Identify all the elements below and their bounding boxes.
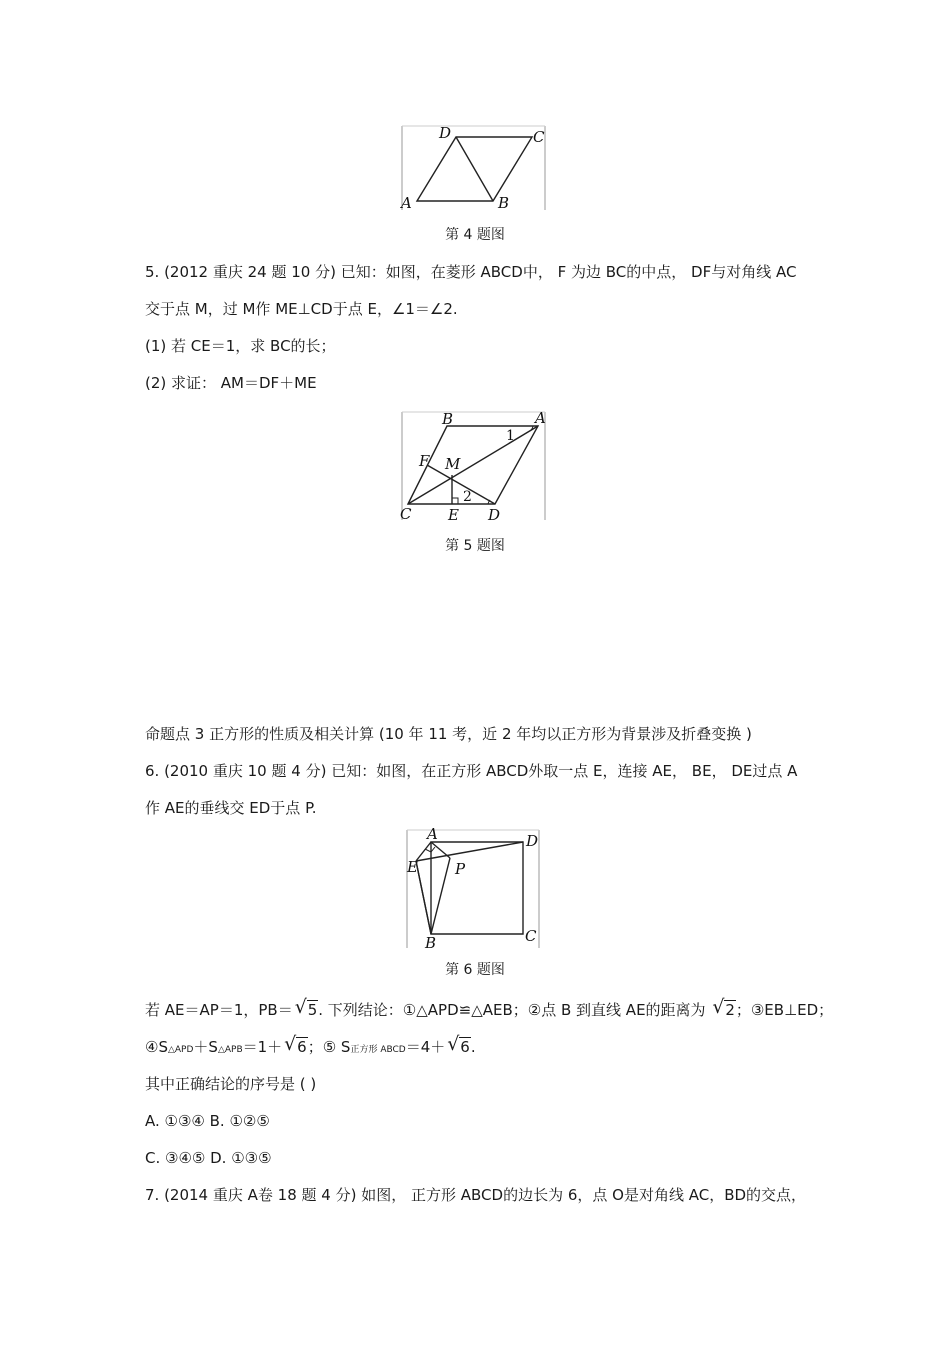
fig6-label-c: C: [525, 927, 537, 945]
sqrt-2: √ 2: [712, 996, 735, 1019]
q6-conditions-line1: [145, 996, 834, 1020]
q5-line3: (1) 若 CE＝1，求 BC的长；: [145, 337, 336, 355]
q6-line1: 6. (2010 重庆 10 题 4 分) 已知：如图，在正方形 ABCD外取一点 E，连接 AE， BE， DE过点 A: [145, 762, 798, 780]
fig5-label-m: M: [445, 455, 461, 473]
fig4-caption: 第 4 题图: [445, 227, 505, 243]
q6-options-ab: A. ①③④ B. ①②⑤: [145, 1112, 270, 1130]
fig6-label-a: A: [427, 828, 438, 843]
fig6-label-e: E: [407, 858, 418, 876]
fig6-caption: 第 6 题图: [445, 962, 505, 978]
fig6-label-b: B: [425, 934, 437, 952]
fig4-label-a: A: [401, 194, 412, 212]
figure-5: [400, 410, 550, 522]
q6-question: 其中正确结论的序号是 ( ): [145, 1075, 317, 1093]
sqrt-6-b: √ 6: [447, 1033, 470, 1056]
fig5-label-d: D: [488, 506, 501, 522]
fig5-label-c: C: [400, 505, 412, 522]
fig6-label-d: D: [526, 832, 539, 850]
figure-4: [400, 124, 550, 214]
q5-line2: 交于点 M，过 M作 ME⊥CD于点 E，∠1＝∠2.: [145, 300, 458, 318]
q6-line2: 作 AE的垂线交 ED于点 P.: [145, 799, 317, 817]
q7-line1: 7. (2014 重庆 A卷 18 题 4 分) 如图， 正方形 ABCD的边长为 6，点 O是对角线 AC，BD的交点，: [145, 1186, 807, 1204]
fig5-angle-1: 1: [506, 428, 515, 444]
q5-line1: 5. (2012 重庆 24 题 10 分) 已知：如图，在菱形 ABCD中， F 为边 BC的中点， DF与对角线 AC: [145, 263, 797, 281]
sqrt-5: √ 5: [294, 996, 318, 1019]
q6-conditions-text-b: . 下列结论：①△APD≌△AEB；②点 B 到直线 AE的距离为: [318, 1001, 711, 1019]
fig4-label-d: D: [439, 124, 452, 142]
q5-line4: (2) 求证： AM＝DF＋ME: [145, 374, 317, 392]
topic-heading: 命题点 3 正方形的性质及相关计算 (10 年 11 考，近 2 年均以正方形为背景涉及折叠变换 ): [145, 725, 752, 743]
fig5-label-e: E: [448, 506, 459, 522]
q6-conditions-line2: ④S△APD＋S△APB＝1＋ √ 6；⑤ S正方形 ABCD＝4＋ √ 6.: [145, 1033, 476, 1056]
fig5-angle-2: 2: [463, 489, 472, 505]
fig5-caption: 第 5 题图: [445, 538, 505, 554]
q6-options-cd: C. ③④⑤ D. ①③⑤: [145, 1149, 272, 1167]
fig5-label-b: B: [442, 410, 454, 428]
q6-conditions-text-a: 若 AE＝AP＝1，PB＝: [145, 1001, 293, 1019]
fig5-label-a: A: [535, 410, 546, 427]
figure-6: [405, 828, 545, 952]
fig6-label-p: P: [455, 860, 466, 878]
sqrt-6-a: √ 6: [284, 1033, 307, 1056]
fig4-label-b: B: [498, 194, 510, 212]
fig4-label-c: C: [533, 128, 545, 146]
q6-conditions-text-c: ；③EB⊥ED；: [735, 1001, 834, 1019]
fig5-label-f: F: [419, 452, 430, 470]
